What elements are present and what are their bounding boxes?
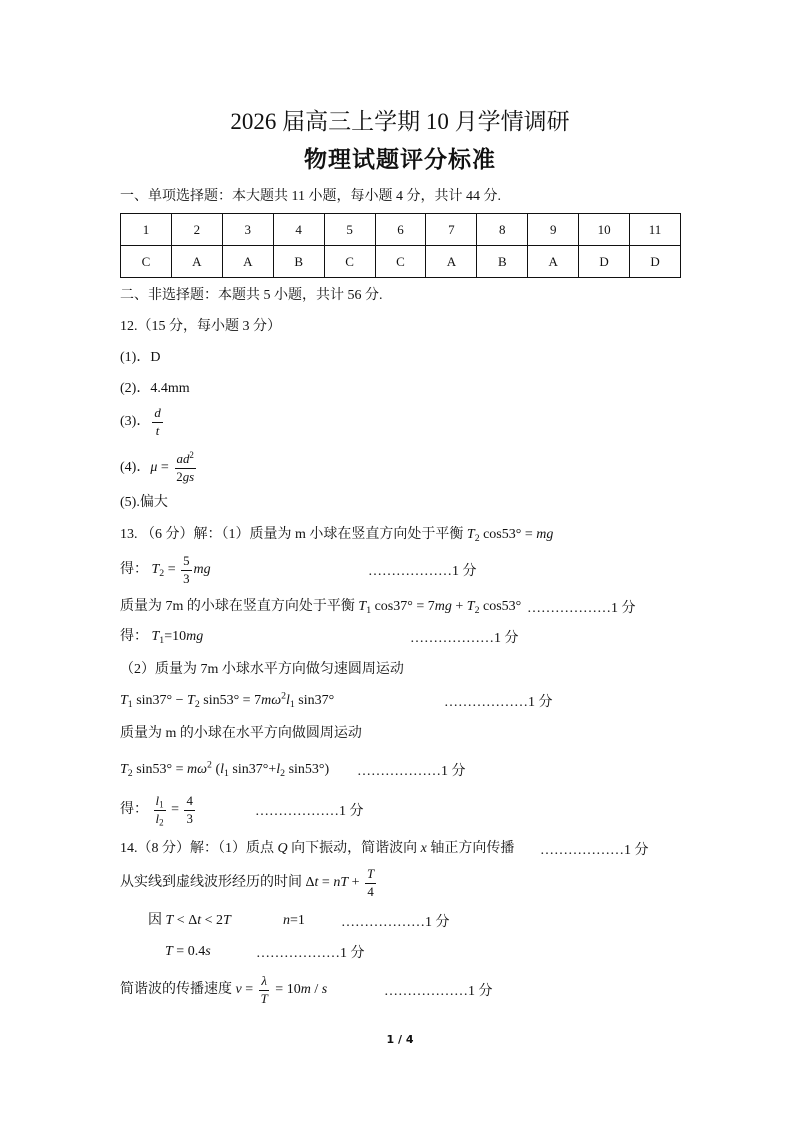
math-variable: l [286,692,290,708]
q13-line-8 [0,750,800,790]
math-variable: t [197,912,202,928]
text-run: sin37° [294,692,335,708]
q12-answer-4-formula [120,452,198,484]
fraction-numerator [175,452,196,468]
q12-answer-5-text [120,494,168,512]
math-subscript: 1 [289,698,295,710]
q13-line-7-text [120,725,362,743]
q13-line-5-text [120,661,404,679]
answer-cell: A [171,246,222,278]
math-variable: λ [261,974,267,989]
fraction-denominator [154,423,162,438]
fraction-numerator [184,794,194,810]
answer-table [120,213,681,278]
q13-line-9-score: ………………1 分 [255,804,364,819]
text-run: (4)． [120,460,151,476]
text-run: （2）质量为 7m 小球水平方向做匀速圆周运动 [120,661,404,677]
text-run: < 2 [201,912,223,928]
text-run: cos53° [479,598,522,614]
answer-cell: A [426,246,477,278]
math-variable: T [367,867,375,882]
fraction [365,867,376,899]
q12-heading: 12.（15 分，每小题 3 分） [120,318,281,334]
text-run: 得： [120,802,152,818]
math-variable: s [205,943,211,959]
math-variable: T [151,628,160,644]
math-variable: s [321,982,328,998]
q13-line-7 [0,714,800,754]
text-run: (2)．4.4mm [120,380,190,396]
math-variable: Q [277,840,288,856]
q14-line-4 [0,932,800,972]
q14-line-5-formula [120,974,327,1006]
math-subscript: 2 [159,568,165,580]
text-run: 5 [183,554,190,569]
answer-cell: C [324,246,375,278]
q14-line-5 [0,970,800,1010]
text-run: = [164,562,180,578]
math-variable: t [155,423,160,438]
text-run: 简谐波的传播速度 [120,982,236,998]
q13-line-8-score: ………………1 分 [357,764,466,779]
question-number-cell: 4 [273,214,324,246]
answer-cell: B [273,246,324,278]
text-run: 4 [186,794,193,809]
math-subscript: 1 [366,604,372,616]
page-number: 1 / 4 [386,1033,414,1046]
math-subscript: 2 [280,767,286,779]
q12-answer-3-formula [120,406,165,438]
fraction [259,974,270,1006]
math-subscript: 1 [159,799,164,810]
math-variable: nT [333,875,349,891]
math-variable: mg [186,628,204,644]
math-variable: mω [187,761,208,777]
math-subscript: 2 [474,604,480,616]
q14-line-5-score: ………………1 分 [384,984,493,999]
math-variable: d [154,406,161,421]
text-run: = [157,460,173,476]
math-variable: x [420,840,427,856]
fraction-denominator [154,811,166,826]
text-run: cos37° = 7 [371,598,435,614]
question-number-cell: 11 [630,214,681,246]
q14-line-1-score: ………………1 分 [540,843,649,858]
fraction-numerator [259,974,269,990]
q12-answer-4 [0,448,800,488]
text-run: (1)．D [120,349,161,365]
fraction-denominator [365,884,375,899]
q13-line-9 [0,790,800,830]
math-variable: t [314,875,319,891]
fraction-numerator [181,554,191,570]
question-number-cell: 10 [579,214,630,246]
answer-cell: C [375,246,426,278]
text-run: 2 [176,469,183,484]
text-run: 质量为 7m 的小球在竖直方向处于平衡 [120,598,359,614]
q14-line-2-formula [120,867,378,899]
q13-line-2 [0,550,800,590]
q12-answer-2-text [120,380,190,398]
text-run: = [241,982,257,998]
fraction-numerator [152,406,162,422]
question-number-cell: 8 [477,214,528,246]
math-variable: T [187,692,195,708]
fraction [154,794,166,826]
text-run: 4 [367,884,374,899]
text-run: 3 [183,571,190,586]
q13-line-4-score: ………………1 分 [410,631,519,646]
math-variable: T [223,912,231,928]
q13-line-9-formula [120,794,197,826]
q13-line-8-formula [120,761,329,779]
answer-cell: A [222,246,273,278]
question-number-cell: 6 [375,214,426,246]
text-run: =10 [164,628,187,644]
math-subscript: 1 [159,634,165,646]
q14-line-4-formula [165,943,211,961]
fraction-denominator [181,571,191,586]
math-subscript: 1 [127,698,133,710]
text-run: cos53° = [479,526,537,542]
q13-line-6-formula [120,692,334,710]
math-variable: ad [176,452,190,467]
q13-line-2-formula [120,554,211,586]
question-number-cell: 2 [171,214,222,246]
math-subscript: 2 [474,532,480,544]
math-variable: T [120,692,128,708]
math-variable: T [260,991,268,1006]
math-variable: l [155,794,160,809]
math-variable: l [220,761,225,777]
math-subscript: 2 [127,767,133,779]
q13-line-4-formula [120,628,203,646]
text-run: / [310,982,322,998]
math-variable: T [120,761,128,777]
q13-line-1 [0,515,800,555]
math-superscript: 2 [207,759,212,771]
q13-line-6-score: ………………1 分 [444,695,553,710]
math-variable: gs [182,469,195,484]
answer-cell: B [477,246,528,278]
text-run: = 0.4 [172,943,206,959]
math-subscript: 1 [224,767,229,779]
text-run: sin53° = [132,761,188,777]
answer-cell: A [528,246,579,278]
text-run: ( [211,761,221,777]
document-title: 2026 届高三上学期 10 月学情调研 [230,109,570,134]
q13-line-3-formula [120,598,521,616]
q12-answer-3 [0,402,800,442]
text-run: = [167,802,183,818]
fraction [152,406,162,438]
q13-line-3-score: ………………1 分 [527,601,636,616]
text-run: 因 [148,912,166,928]
section1-heading: 一、单项选择题：本大题共 11 小题，每小题 4 分，共计 44 分. [120,188,501,204]
text-run: 从实线到虚线波形经历的时间 Δ [120,875,315,891]
fraction-denominator [174,469,196,484]
text-run: = [318,875,334,891]
text-run: 3 [186,811,193,826]
text-run: 向下振动，简谐波向 [287,840,421,856]
math-variable: mg [536,526,554,542]
text-run: (3)． [120,414,151,430]
fraction-numerator [365,867,376,883]
section2-heading: 二、非选择题：本题共 5 小题，共计 56 分. [120,287,383,303]
text-run: 得： [120,628,152,644]
math-variable: l [276,761,281,777]
math-superscript: 2 [189,450,194,461]
text-run: + [451,598,467,614]
question-number-cell: 1 [121,214,172,246]
question-number-cell: 5 [324,214,375,246]
math-variable: n [283,913,290,928]
math-variable: v [235,982,242,998]
document-subtitle: 物理试题评分标准 [304,147,496,172]
q14-line-1-text [120,840,514,858]
q13-line-2-score: ………………1 分 [368,564,477,579]
math-variable: T [165,912,174,928]
math-variable: T [165,943,173,959]
math-variable: T [151,562,160,578]
answer-cell: C [121,246,172,278]
text-run: sin37° − [132,692,188,708]
math-subscript: 2 [194,698,200,710]
math-variable: m [300,982,311,998]
text-run: =1 [290,913,305,928]
text-run: (5).偏大 [120,494,168,510]
answer-cell: D [630,246,681,278]
text-run: 14.（8 分）解：（1）质点 [120,840,278,856]
q12-answer-1-text [120,349,160,367]
fraction [184,794,194,826]
math-subscript: 2 [159,817,164,828]
math-variable: μ [150,460,158,476]
question-number-row [121,214,681,246]
math-variable: T [466,598,475,614]
fraction-denominator [184,811,194,826]
answer-cell: D [579,246,630,278]
math-superscript: 2 [281,690,286,702]
answer-row [121,246,681,278]
text-run: = 10 [271,982,301,998]
text-run: sin53° = 7 [199,692,262,708]
math-variable: T [358,598,367,614]
fraction [174,452,196,484]
fraction [181,554,191,586]
section1-heading-line [0,177,800,217]
text-run: + [348,875,364,891]
text-run: 13. （6 分）解：（1）质量为 m 小球在竖直方向处于平衡 [120,526,467,542]
math-variable: T [466,526,475,542]
q14-line-3-score: ………………1 分 [341,915,450,930]
text-run: < Δ [173,912,198,928]
text-run: sin37°+ [228,761,277,777]
math-variable: mg [193,562,211,578]
question-number-cell: 9 [528,214,579,246]
q14-line-2 [0,863,800,903]
text-run: 质量为 m 的小球在水平方向做圆周运动 [120,725,362,741]
fraction-denominator [259,991,270,1006]
text-run: 得： [120,562,152,578]
math-variable: l [155,811,160,826]
q14-line-4-score: ………………1 分 [256,946,365,961]
math-variable: mg [434,598,452,614]
fraction-numerator [154,794,166,810]
question-number-cell: 3 [222,214,273,246]
math-variable: mω [261,692,282,708]
text-run: 轴正方向传播 [426,840,515,856]
q14-line-3-formula [148,912,231,930]
text-run: sin53°) [285,761,330,777]
question-number-cell: 7 [426,214,477,246]
q13-line-1-formula [120,526,553,544]
